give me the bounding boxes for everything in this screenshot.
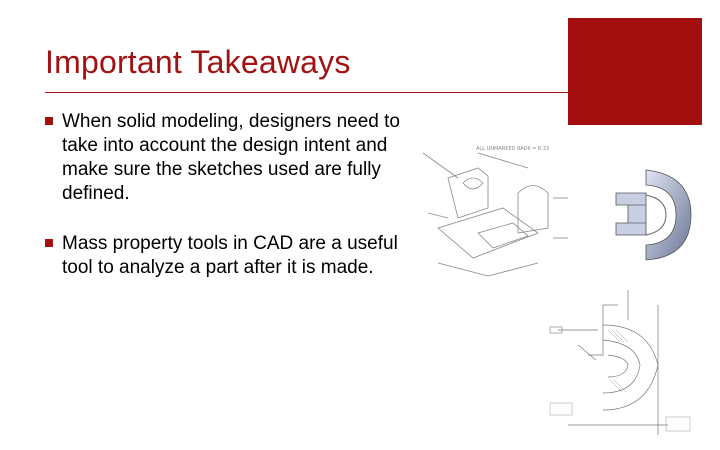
technical-drawing-image — [418, 138, 576, 283]
bullet-list — [45, 110, 415, 306]
title-rule — [45, 92, 568, 93]
bullet-item — [45, 232, 415, 280]
accent-block — [568, 18, 702, 125]
bullet-item — [45, 110, 415, 206]
bullet-text: When solid modeling, designers need to take into account the design intent and make sure the sketches used are fully defined. — [62, 111, 400, 204]
bullet-text: Mass property tools in CAD are a useful tool to analyze a part after it is made. — [62, 233, 398, 278]
3d-model-image — [606, 165, 694, 265]
drawing-note: ALL UNMARKED RADII = R.33 — [476, 146, 550, 152]
slide-title: Important Takeaways — [45, 44, 351, 80]
square-bullet-icon — [45, 239, 53, 247]
section-drawing-image — [548, 285, 698, 440]
square-bullet-icon — [45, 117, 53, 125]
